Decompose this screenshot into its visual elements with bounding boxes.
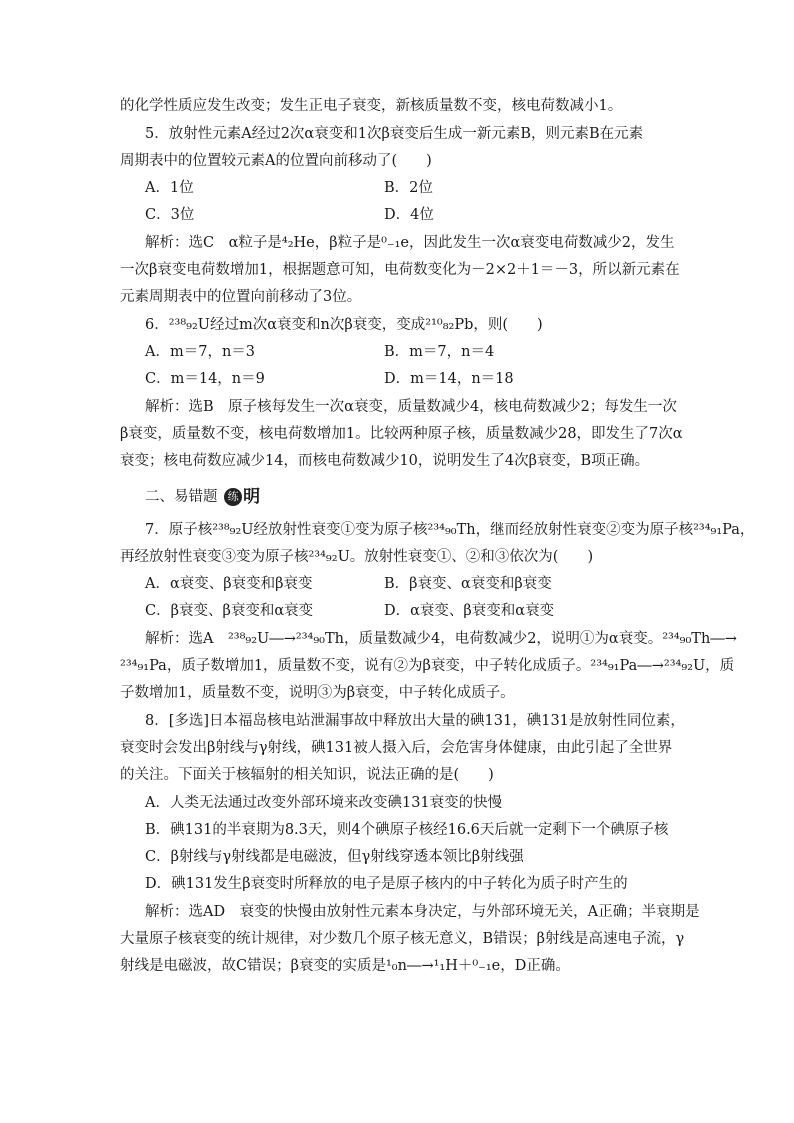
question-5-stem-cont: 周期表中的位置较元素A的位置向前移动了( ) xyxy=(120,153,432,169)
q6-analysis-cont: β衰变，质量数不变，核电荷数增加1。比较两种原子核，质量数减少28，即发生了7次α xyxy=(120,426,683,442)
question-7-stem-cont: 再经放射性衰变③变为原子核²³⁴₉₂U。放射性衰变①、②和③依次为( ) xyxy=(120,549,594,565)
badge-text: 明 xyxy=(243,487,261,507)
q5-option-b: B．2位 xyxy=(384,180,433,196)
q5-option-c: C．3位 xyxy=(145,207,195,223)
q7-option-a: A．α衰变、β衰变和β衰变 xyxy=(145,576,313,592)
q8-analysis-cont: 大量原子核衰变的统计规律，对少数几个原子核无意义，B错误；β射线是高速电子流，γ xyxy=(120,931,685,947)
q5-analysis-cont: 元素周期表中的位置向前移动了3位。 xyxy=(120,289,362,305)
q5-option-a: A．1位 xyxy=(145,180,194,196)
question-6-stem: 6．²³⁸₉₂U经过m次α衰变和n次β衰变，变成²¹⁰₈₂Pb，则( ) xyxy=(145,317,543,333)
q8-option-a: A．人类无法通过改变外部环境来改变碘131衰变的快慢 xyxy=(145,795,503,811)
q7-analysis: 解析：选A ²³⁸₉₂U―→²³⁴₉₀Th，质量数减少4，电荷数减少2，说明①为α衰变。²³⁴₉₀Th―→ xyxy=(145,631,737,647)
q6-analysis: 解析：选B 原子核每发生一次α衰变，质量数减少4，核电荷数减少2；每发生一次 xyxy=(145,399,677,415)
q8-option-d: D．碘131发生β衰变时所释放的电子是原子核内的中子转化为质子时产生的 xyxy=(145,876,628,892)
q7-analysis-cont: 子数增加1，质量数不变，说明③为β衰变，中子转化成质子。 xyxy=(120,685,515,701)
q5-option-d: D．4位 xyxy=(384,207,434,223)
q8-option-b: B．碘131的半衰期为8.3天，则4个碘原子核经16.6天后就一定剩下一个碘原子核 xyxy=(145,822,669,838)
question-8-stem-cont: 的关注。下面关于核辐射的相关知识，说法正确的是( ) xyxy=(120,767,494,783)
q8-option-c: C．β射线与γ射线都是电磁波，但γ射线穿透本领比β射线强 xyxy=(145,849,524,865)
q8-analysis-cont: 射线是电磁波，故C错误；β衰变的实质是¹₀n―→¹₁H＋⁰₋₁e，D正确。 xyxy=(120,958,570,974)
question-5-stem: 5．放射性元素A经过2次α衰变和1次β衰变后生成一新元素B，则元素B在元素 xyxy=(145,126,644,142)
q6-option-c: C．m＝14，n＝9 xyxy=(145,371,265,387)
q7-option-d: D．α衰变、β衰变和α衰变 xyxy=(384,603,555,619)
q8-analysis: 解析：选AD 衰变的快慢由放射性元素本身决定，与外部环境无关，A正确；半衰期是 xyxy=(145,904,700,920)
q7-option-b: B．β衰变、α衰变和β衰变 xyxy=(384,576,552,592)
question-7-stem: 7．原子核²³⁸₉₂U经放射性衰变①变为原子核²³⁴₉₀Th，继而经放射性衰变②变为原子核²³⁴₉₁Pa， xyxy=(145,522,755,538)
section-badge xyxy=(224,486,260,508)
question-8-stem: 8．[多选]日本福岛核电站泄漏事故中释放出大量的碘131，碘131是放射性同位素， xyxy=(145,713,685,729)
q5-analysis-cont: 一次β衰变电荷数增加1，根据题意可知，电荷数变化为－2×2＋1＝－3，所以新元素在 xyxy=(120,262,680,278)
q7-analysis-cont: ²³⁴₉₁Pa，质子数增加1，质量数不变，说有②为β衰变，中子转化成质子。²³⁴₉₁Pa―→²³⁴₉₂U，质 xyxy=(120,658,735,674)
q6-analysis-cont: 衰变；核电荷数应减少14，而核电荷数减少10，说明发生了4次β衰变，B项正确。 xyxy=(120,453,650,469)
q7-option-c: C．β衰变、β衰变和α衰变 xyxy=(145,603,314,619)
section-heading xyxy=(145,486,260,508)
question-8-stem-cont: 衰变时会发出β射线与γ射线，碘131被人摄入后，会危害身体健康，由此引起了全世界 xyxy=(120,740,673,756)
q6-option-b: B．m＝7，n＝4 xyxy=(384,344,495,360)
q6-option-d: D．m＝14，n＝18 xyxy=(384,371,514,387)
text-line: 的化学性质应发生改变；发生正电子衰变，新核质量数不变，核电荷数减小1。 xyxy=(120,98,623,114)
q5-analysis: 解析：选C α粒子是⁴₂He，β粒子是⁰₋₁e，因此发生一次α衰变电荷数减少2，发生 xyxy=(145,235,675,251)
q6-option-a: A．m＝7，n＝3 xyxy=(145,344,256,360)
section-title: 二、易错题 xyxy=(145,489,218,505)
badge-circle: 练 xyxy=(224,488,242,506)
